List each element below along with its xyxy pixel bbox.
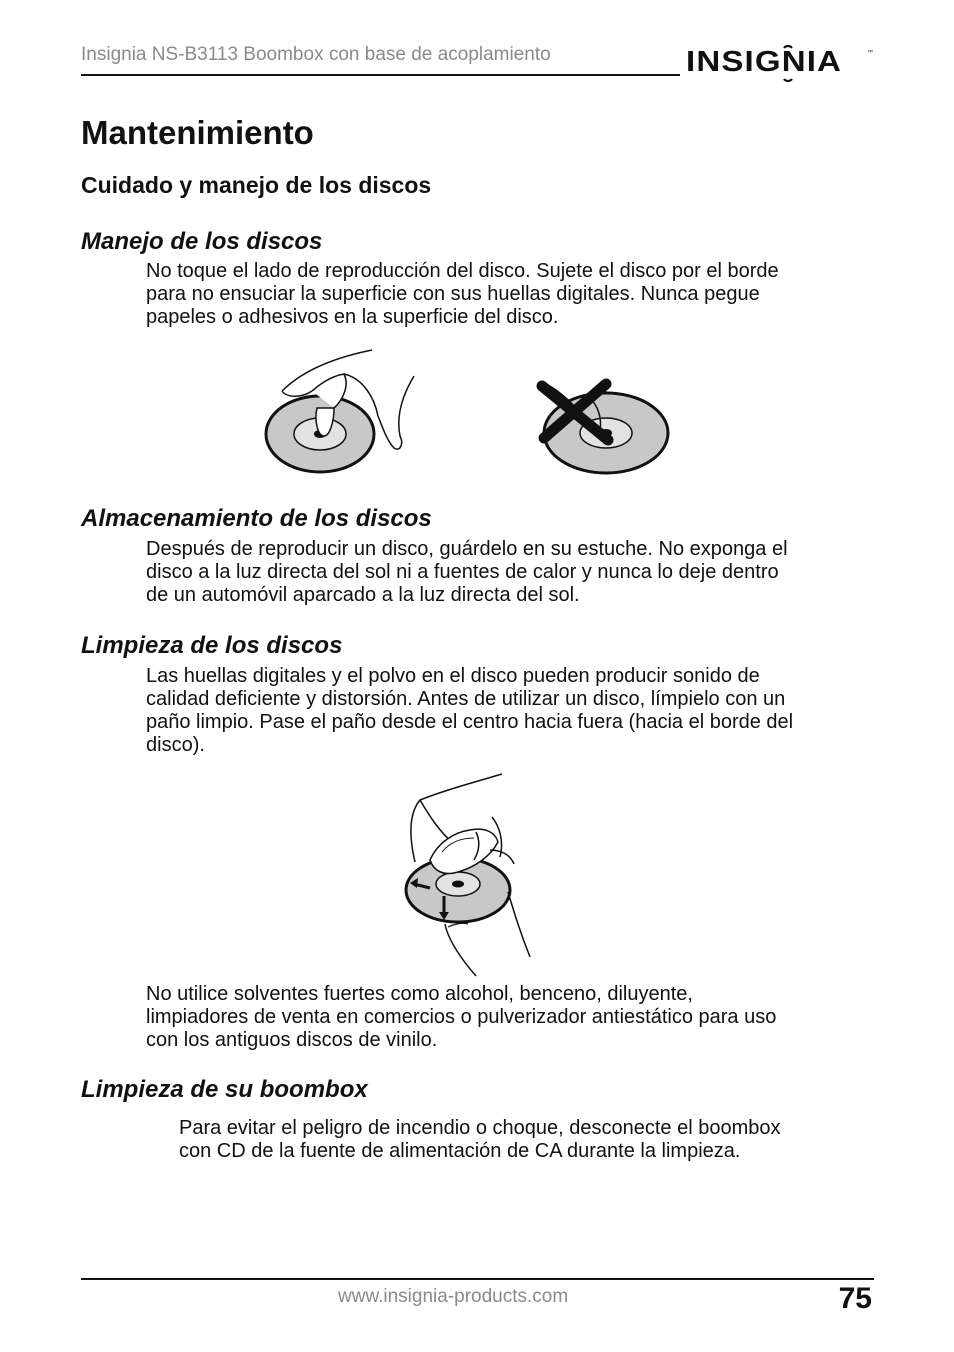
- paragraph-storage: [146, 538, 876, 607]
- paragraph-solvents-warning: [146, 983, 876, 1052]
- text-line: limpiadores de venta en comercios o pulverizador antiestático para uso: [146, 1006, 777, 1028]
- disc-touched-surface-crossed-illustration: [530, 378, 675, 478]
- text-line: con CD de la fuente de alimentación de CA durante la limpieza.: [179, 1140, 741, 1162]
- paragraph-handling: [146, 260, 876, 329]
- page-title: Mantenimiento: [81, 114, 314, 151]
- logo-ring-bottom-icon: [782, 76, 794, 88]
- disc-held-by-edge-illustration: [262, 346, 422, 478]
- text-line: Las huellas digitales y el polvo en el disco pueden producir sonido de: [146, 665, 760, 687]
- text-line: Para evitar el peligro de incendio o choque, desconecte el boombox: [179, 1117, 781, 1139]
- logo-wordmark: INSIGNIA: [686, 46, 843, 78]
- logo-trademark: ™: [867, 50, 873, 56]
- heading-cleaning-discs: Limpieza de los discos: [81, 632, 343, 659]
- running-header: Insignia NS-B3113 Boombox con base de acoplamiento: [81, 44, 551, 65]
- heading-cleaning-boombox: Limpieza de su boombox: [81, 1076, 368, 1103]
- header-divider: [81, 74, 680, 76]
- text-line: No toque el lado de reproducción del disco. Sujete el disco por el borde: [146, 260, 779, 282]
- footer-divider: [81, 1278, 874, 1280]
- text-line: calidad deficiente y distorsión. Antes de utilizar un disco, límpielo con un: [146, 688, 786, 710]
- text-line: disco).: [146, 734, 205, 756]
- logo-ring-top-icon: [782, 39, 794, 51]
- paragraph-cleaning-boombox: [179, 1117, 909, 1163]
- text-line: Después de reproducir un disco, guárdelo en su estuche. No exponga el: [146, 538, 788, 560]
- paragraph-cleaning-discs: [146, 665, 876, 757]
- heading-handling: Manejo de los discos: [81, 228, 323, 255]
- text-line: con los antiguos discos de vinilo.: [146, 1029, 438, 1051]
- text-line: paño limpio. Pase el paño desde el centro hacia fuera (hacia el borde del: [146, 711, 794, 733]
- text-line: papeles o adhesivos en la superficie del disco.: [146, 306, 559, 328]
- section-title: Cuidado y manejo de los discos: [81, 172, 432, 198]
- footer-url: www.insignia-products.com: [338, 1286, 569, 1307]
- heading-storage: Almacenamiento de los discos: [81, 505, 432, 532]
- text-line: disco a la luz directa del sol ni a fuentes de calor y nunca lo deje dentro: [146, 561, 779, 583]
- text-line: para no ensuciar la superficie con sus huellas digitales. Nunca pegue: [146, 283, 760, 305]
- text-line: de un automóvil aparcado a la luz directa del sol.: [146, 584, 580, 606]
- page-number: 75: [838, 1282, 872, 1315]
- insignia-logo: [686, 38, 876, 90]
- text-line: No utilice solventes fuertes como alcohol, benceno, diluyente,: [146, 983, 693, 1005]
- disc-wiping-illustration: [400, 772, 540, 982]
